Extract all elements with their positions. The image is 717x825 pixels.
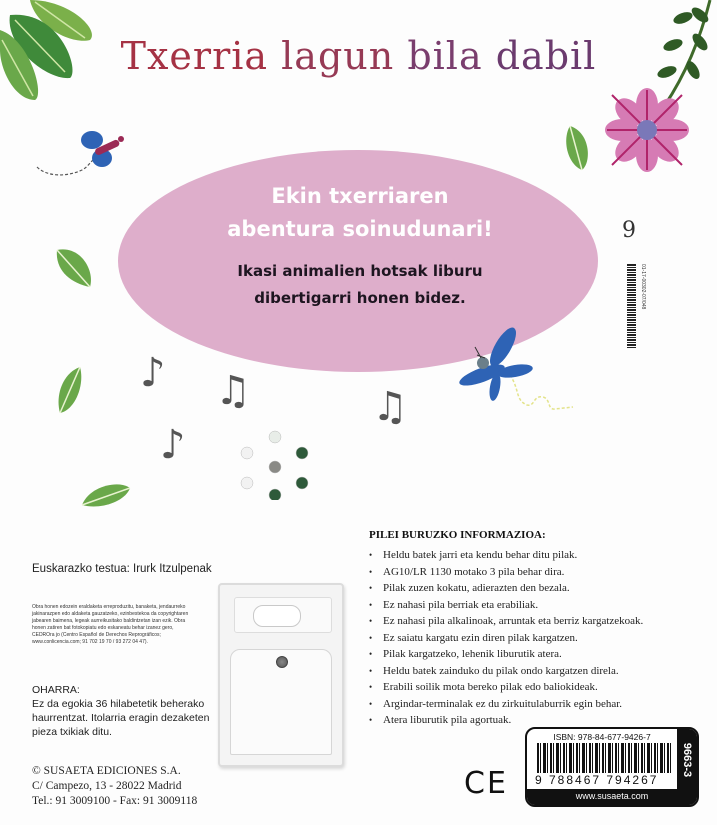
legal-notice: Obra honen edozein eraldaketa erreproduzitu, banaketa, jendaurreko jakinarazpen edo aldaketa gauzatzeko, ezinbestekoa da copyrightaren jabearen baimena, legeak aurreikusitako baldintzetan izan ezik. Obra honen zatiren bat fotokopiatu edo eskaneatu behar izanez gero, CEDROra jo (Centro Español de Derechos Reprográficos; www.conlicencia.com; 91 702 19 70 / 93 272 04 47). [32, 604, 189, 645]
butterfly-icon [32, 122, 127, 177]
isbn-barcode [525, 727, 699, 807]
music-note-icon: ♪ [140, 350, 166, 396]
battery-info-title: PILEI BURUZKO INFORMAZIOA: [369, 529, 546, 541]
side-digit: 9 [622, 218, 636, 243]
battery-info-list [369, 547, 643, 729]
barcode-bars [537, 743, 672, 773]
leaf-icon [55, 245, 95, 290]
list-item: • Ez nahasi pila alkalinoak, arruntak eta berriz kargatzekoak. [369, 613, 643, 630]
body-line: dibertigarri honen bidez. [254, 289, 466, 307]
beamed-notes-icon: ♫ [372, 384, 408, 430]
mini-barcode [627, 264, 636, 348]
title-word: dabil [495, 34, 597, 78]
list-item: • Pilak zuzen kokatu, adierazten den bezala. [369, 580, 643, 597]
leaf-icon [562, 124, 592, 172]
product-code [677, 729, 697, 791]
warning-title: OHARRA: [32, 684, 80, 696]
publisher-info [32, 764, 242, 809]
list-item: • Argindar-terminalak ez du zirkuitulaburrik egin behar. [369, 696, 643, 713]
publisher-address: C/ Campezo, 13 - 28022 Madrid [32, 780, 182, 792]
translation-credit: Euskarazko testua: Irurk Itzulpenak [32, 563, 212, 575]
power-switch-track[interactable] [234, 597, 332, 633]
title-word: lagun [281, 34, 395, 78]
bubble-headline [150, 180, 570, 246]
leaf-icon [55, 365, 85, 415]
warning-text: Ez da egokia 36 hilabetetik beherako haurrentzat. Itolarria eragin dezaketen pieza txikiak ditu. [32, 698, 210, 738]
publisher-name: © SUSAETA EDICIONES S.A. [32, 765, 181, 777]
list-item: • Pilak kargatzeko, lehenik liburutik atera. [369, 646, 643, 663]
speaker-grille-icon [235, 425, 315, 500]
barcode-number: 9 788467 794267 [535, 773, 659, 787]
screw-icon [276, 656, 288, 668]
title-word: Txerria [120, 34, 269, 78]
list-item: • Erabili soilik mota bereko pilak edo baliokideak. [369, 679, 643, 696]
isbn-label: ISBN: 978-84-677-9426-7 [553, 732, 651, 742]
publisher-phone: Tel.: 91 3009100 - Fax: 91 3009118 [32, 795, 198, 807]
title-word: bila [407, 34, 483, 78]
ce-mark-icon: CE [464, 766, 508, 801]
leaf-icon [80, 480, 132, 510]
list-item: • AG10/LR 1130 motako 3 pila behar dira. [369, 564, 643, 581]
list-item: • Heldu batek zainduko du pilak ondo kargatzen direla. [369, 663, 643, 680]
list-item: • Ez saiatu kargatu ezin diren pilak kargatzen. [369, 630, 643, 647]
headline-line: abentura soinudunari! [227, 217, 493, 241]
body-line: Ikasi animalien hotsak liburu [237, 262, 483, 280]
flower-vine-icon [605, 0, 717, 175]
sound-module [218, 583, 344, 767]
beamed-notes-icon: ♫ [215, 368, 251, 414]
product-code-text: 9663-3 [681, 742, 693, 778]
power-switch[interactable] [253, 605, 301, 627]
headline-line: Ekin txerriaren [271, 184, 449, 208]
list-item: • Atera liburutik pila agortuak. [369, 712, 643, 729]
mini-barcode-code: 01-17-00302-07/048 [640, 264, 646, 310]
bubble-body [150, 258, 570, 312]
list-item: • Heldu batek jarri eta kendu behar ditu pilak. [369, 547, 643, 564]
music-note-icon: ♪ [160, 422, 186, 468]
dragonfly-icon [455, 325, 575, 415]
battery-cover[interactable] [230, 649, 332, 755]
list-item: • Ez nahasi pila berriak eta erabiliak. [369, 597, 643, 614]
safety-warning [32, 683, 232, 739]
publisher-url: www.susaeta.com [527, 789, 697, 805]
